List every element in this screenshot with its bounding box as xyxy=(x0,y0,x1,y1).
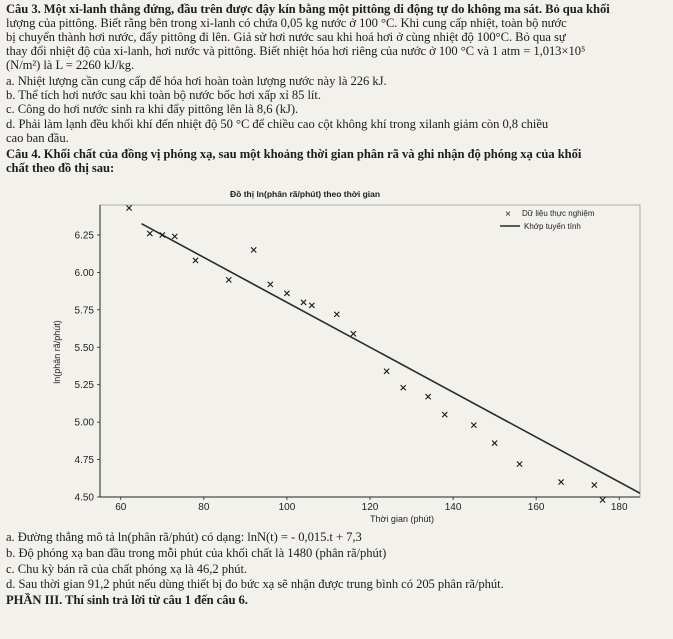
y-tick-label: 6.25 xyxy=(74,230,94,242)
y-tick-label: 5.75 xyxy=(74,305,94,317)
part3-heading: PHẦN III. Thí sinh trả lời từ câu 1 đến câu 6. xyxy=(6,593,248,607)
q4-option-a: a. Đường thẳng mô tả ln(phân rã/phút) có dạng: lnN(t) = - 0,015.t + 7,3 xyxy=(6,530,362,544)
data-point xyxy=(160,232,165,237)
y-tick-label: 5.00 xyxy=(74,417,94,429)
q3-heading-line: Câu 3. Một xi-lanh thẳng đứng, đầu trên được đậy kín bằng một pittông di động tự do không ma sát. Bỏ qua khối xyxy=(6,2,610,16)
data-point xyxy=(401,385,406,390)
q4-option-d: d. Sau thời gian 91,2 phút nếu dùng thiết bị đo bức xạ sẽ nhận được trung bình có 205 phân rã/phút. xyxy=(6,577,504,591)
q4-text-line-2: chất theo đồ thị sau: xyxy=(6,161,115,175)
x-tick-label: 80 xyxy=(198,502,210,513)
x-tick-label: 140 xyxy=(444,502,462,513)
x-tick-label: 60 xyxy=(115,502,127,513)
q4-heading-line: Câu 4. Khối chất của đồng vị phóng xạ, sau một khoảng thời gian phân rã và ghi nhận độ phóng xạ của khối xyxy=(6,147,582,161)
data-point xyxy=(558,479,563,484)
data-point xyxy=(268,282,273,287)
q3-option-c: c. Công do hơi nước sinh ra khi đẩy pittông lên là 8,6 (kJ). xyxy=(6,102,299,116)
data-point xyxy=(384,369,389,374)
y-tick-label: 4.75 xyxy=(74,455,94,467)
q3-text-line-2: lượng của pittông. Biết rằng bên trong xi-lanh có chứa 0,05 kg nước ở 100 °C. Khi cung cấp nhiệt, toàn bộ nước xyxy=(6,16,567,30)
q3-text-line-5: (N/m²) là L = 2260 kJ/kg. xyxy=(6,58,135,72)
data-point xyxy=(284,291,289,296)
plot-frame xyxy=(100,205,640,497)
data-point xyxy=(147,231,152,236)
q3-text-line-4: thay đổi nhiệt độ của xi-lanh, hơi nước và pittông. Biết nhiệt hóa hơi riêng của nước ở 100 °C và 1 atm = 1,013×10⁵ xyxy=(6,44,586,58)
q4-option-b: b. Độ phóng xạ ban đầu trong mỗi phút của khối chất là 1480 (phân rã/phút) xyxy=(6,546,387,560)
q3-text-line-3: bị chuyển thành hơi nước, đẩy pittông đi lên. Giả sử hơi nước sau khi hoá hơi ở cùng nhiệt độ 100°C. Bỏ qua sự xyxy=(6,30,566,44)
points-layer xyxy=(126,205,605,502)
y-axis-label: ln(phân rã/phút) xyxy=(52,320,62,384)
y-tick-label: 5.50 xyxy=(74,342,94,354)
x-tick-label: 160 xyxy=(527,502,545,513)
q3-option-b: b. Thể tích hơi nước sau khi toàn bộ nước bốc hơi xấp xỉ 85 lít. xyxy=(6,88,321,102)
y-tick-label: 5.25 xyxy=(74,380,94,392)
x-tick-label: 180 xyxy=(610,502,628,513)
legend xyxy=(500,209,595,231)
ticks-layer xyxy=(75,230,628,513)
data-point xyxy=(351,331,356,336)
data-point xyxy=(172,234,177,239)
data-point xyxy=(226,277,231,282)
y-tick-label: 4.50 xyxy=(74,492,94,504)
y-tick-label: 6.00 xyxy=(74,267,94,279)
data-point xyxy=(301,300,306,305)
data-point xyxy=(517,461,522,466)
x-tick-label: 100 xyxy=(278,502,296,513)
legend-label-data: Dữ liệu thực nghiệm xyxy=(522,209,595,218)
decay-chart xyxy=(0,195,673,525)
data-point xyxy=(309,303,314,308)
data-point xyxy=(471,423,476,428)
data-point xyxy=(592,482,597,487)
x-axis-label: Thời gian (phút) xyxy=(370,514,434,524)
x-tick-label: 120 xyxy=(361,502,379,513)
data-point xyxy=(251,247,256,252)
data-point xyxy=(126,205,131,210)
legend-marker-scatter: × xyxy=(505,209,511,220)
data-point xyxy=(442,412,447,417)
chart-title: Đồ thị ln(phân rã/phút) theo thời gian xyxy=(230,189,381,199)
legend-label-fit: Khớp tuyến tính xyxy=(524,222,581,231)
data-point xyxy=(426,394,431,399)
q3-option-d-cont: cao ban đầu. xyxy=(6,131,69,145)
q3-option-d: d. Phải làm lạnh đều khối khí đến nhiệt độ 50 °C để chiều cao cột không khí trong xilanh giảm còn 0,8 chiều xyxy=(6,117,549,131)
q3-option-a: a. Nhiệt lượng cần cung cấp để hóa hơi hoàn toàn lượng nước này là 226 kJ. xyxy=(6,74,387,88)
data-point xyxy=(600,497,605,502)
fit-line xyxy=(142,224,640,494)
data-point xyxy=(193,258,198,263)
data-point xyxy=(492,440,497,445)
q4-option-c: c. Chu kỳ bán rã của chất phóng xạ là 46,2 phút. xyxy=(6,562,248,576)
data-point xyxy=(334,312,339,317)
axes-layer xyxy=(100,205,640,497)
